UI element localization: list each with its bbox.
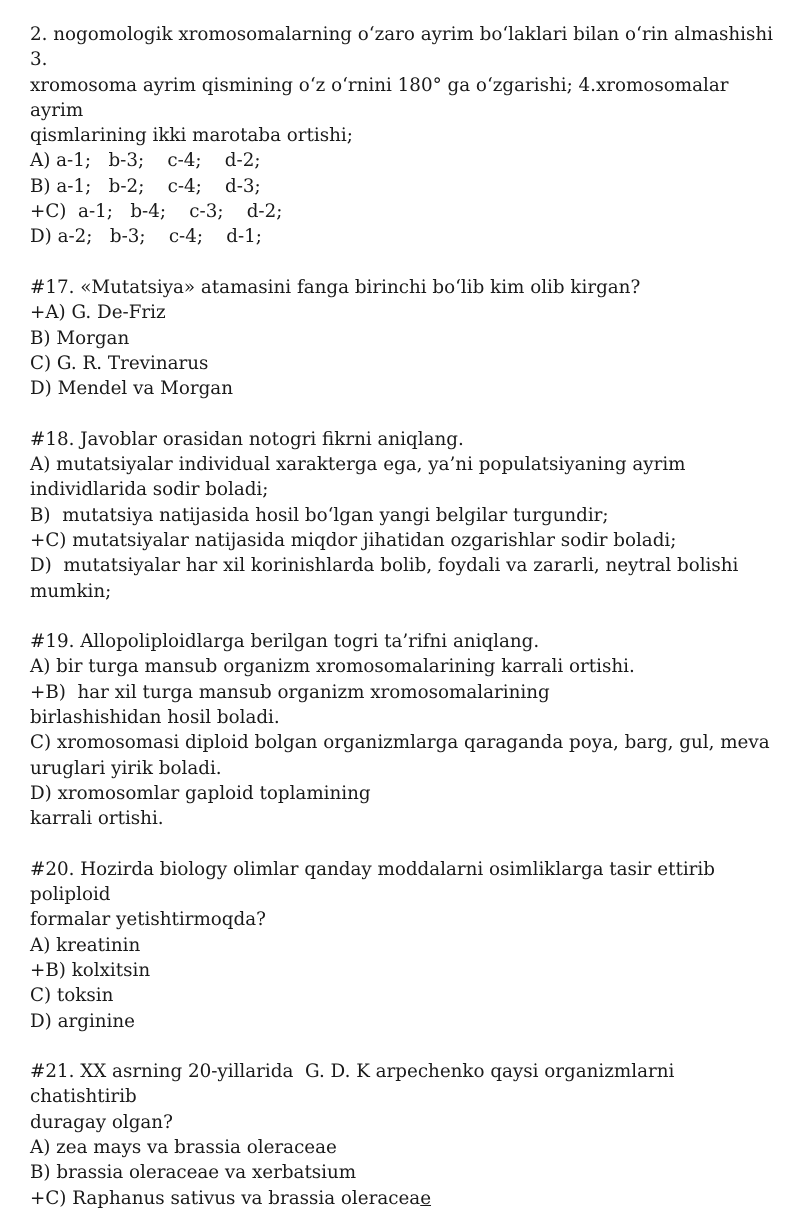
answer-option-d-cont: mumkin; xyxy=(30,580,112,602)
answer-option-b-cont: birlashishidan hosil boladi. xyxy=(30,707,280,729)
document-page xyxy=(30,22,782,1211)
answer-option-c-correct xyxy=(30,1186,782,1211)
answer-option-c-cont: uruglari yirik boladi. xyxy=(30,757,222,779)
spacer xyxy=(30,832,782,857)
answer-option-d: D) Mendel va Morgan xyxy=(30,378,233,400)
answer-option-a: A) a-1; b-3; c-4; d-2; xyxy=(30,150,261,172)
question-text-cont: duragay olgan? xyxy=(30,1111,173,1133)
answer-option-c: C) toksin xyxy=(30,985,114,1007)
intro-line: 2. nogomologik xromosomalarning o‘zaro ayrim bo‘laklari bilan o‘rin almashishi 3. xyxy=(30,24,779,71)
spacer xyxy=(30,1034,782,1059)
underlined-letter: e xyxy=(420,1187,432,1209)
spacer xyxy=(30,250,782,275)
question-text-cont: formalar yetishtirmoqda? xyxy=(30,909,266,931)
question-text: #17. «Mutatsiya» atamasini fanga birinchi bo‘lib kim olib kirgan? xyxy=(30,276,641,298)
answer-option-a-correct: +A) G. De-Friz xyxy=(30,302,166,324)
answer-option-d: D) a-2; b-3; c-4; d-1; xyxy=(30,226,262,248)
question-text: #21. XX asrning 20-yillarida G. D. K arpechenko qaysi organizmlarni chatishtirib xyxy=(30,1061,681,1108)
intro-line: qismlarining ikki marotaba ortishi; xyxy=(30,125,353,147)
answer-option-b: B) mutatsiya natijasida hosil bo‘lgan yangi belgilar turgundir; xyxy=(30,504,609,526)
question-18 xyxy=(30,427,782,604)
answer-option-d: D) mutatsiyalar har xil korinishlarda bolib, foydali va zararli, neytral bolishi xyxy=(30,555,739,577)
answer-option-b-correct: +B) kolxitsin xyxy=(30,959,151,981)
answer-option-a: A) bir turga mansub organizm xromosomalarining karrali ortishi. xyxy=(30,656,635,678)
question-17 xyxy=(30,275,782,401)
question-text: #20. Hozirda biology olimlar qanday moddalarni osimliklarga tasir ettirib poliploid xyxy=(30,858,721,906)
answer-option-a: A) mutatsiyalar individual xarakterga ega, ya’ni populatsiyaning ayrim xyxy=(30,454,686,476)
answer-option-b: B) Morgan xyxy=(30,327,130,349)
answer-option-c: C) xromosomasi diploid bolgan organizmlarga qaraganda poya, barg, gul, meva xyxy=(30,732,770,754)
intro-line: xromosoma ayrim qismining o‘z o‘rnini 180° ga o‘zgarishi; 4.xromosomalar ayrim xyxy=(30,74,735,121)
answer-option-c-correct: +C) a-1; b-4; c-3; d-2; xyxy=(30,201,283,223)
answer-option-a-cont: individlarida sodir boladi; xyxy=(30,479,269,501)
answer-option-c-text: +C) Raphanus sativus va brassia oleracea xyxy=(30,1187,421,1209)
question-21 xyxy=(30,1059,782,1211)
question-16-continuation xyxy=(30,22,782,250)
answer-option-b: B) brassia oleraceae va xerbatsium xyxy=(30,1162,357,1184)
answer-option-d: D) xromosomlar gaploid toplamining xyxy=(30,782,371,804)
answer-option-b-correct: +B) har xil turga mansub organizm xromosomalarining xyxy=(30,681,550,703)
question-20 xyxy=(30,857,782,1034)
spacer xyxy=(30,401,782,426)
question-text: #19. Allopoliploidlarga berilgan togri ta’rifni aniqlang. xyxy=(30,631,540,653)
question-19 xyxy=(30,629,782,831)
answer-option-c: C) G. R. Trevinarus xyxy=(30,352,209,374)
answer-option-c-correct: +C) mutatsiyalar natijasida miqdor jihatidan ozgarishlar sodir boladi; xyxy=(30,529,677,551)
question-text: #18. Javoblar orasidan notogri fikrni aniqlang. xyxy=(30,428,464,450)
answer-option-a: A) kreatinin xyxy=(30,934,141,956)
answer-option-a: A) zea mays va brassia oleraceae xyxy=(30,1137,337,1159)
answer-option-d: D) arginine xyxy=(30,1010,136,1032)
spacer xyxy=(30,604,782,629)
answer-option-d-cont: karrali ortishi. xyxy=(30,808,164,830)
answer-option-b: B) a-1; b-2; c-4; d-3; xyxy=(30,175,261,197)
